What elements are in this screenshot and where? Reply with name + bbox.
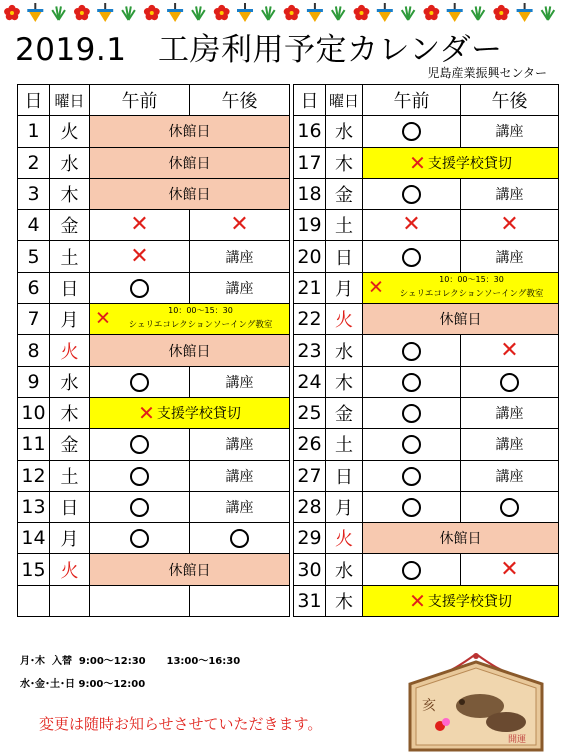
- unavailable-icon: ✕: [130, 243, 149, 269]
- closed-day-cell: [90, 554, 290, 585]
- ema-zodiac-text: 亥: [422, 698, 436, 714]
- hours-line-2: 水･金･土･日 9:00～12:00: [20, 679, 146, 690]
- weekday: 土: [50, 241, 90, 272]
- calendar-row: [294, 178, 559, 209]
- unavailable-cell: [461, 210, 559, 241]
- weekday: 木: [326, 366, 363, 397]
- available-cell: [90, 491, 190, 522]
- weekday: 日: [326, 460, 363, 491]
- available-circle-icon: [402, 341, 421, 360]
- weekday: 水: [326, 554, 363, 585]
- closed-day-cell: [90, 335, 290, 366]
- weekday: 日: [326, 241, 363, 272]
- calendar-row: [18, 241, 290, 272]
- calendar-header-row: [294, 85, 559, 116]
- closed-label: 休館日: [168, 343, 211, 360]
- available-circle-icon: [130, 434, 149, 453]
- day-number: 6: [18, 272, 50, 303]
- available-circle-icon: [130, 497, 149, 516]
- calendar-row: [294, 523, 559, 554]
- unavailable-icon: ✕: [500, 556, 519, 582]
- spinning-top-icon: [447, 3, 463, 22]
- header-day: 日: [18, 85, 50, 116]
- calendar-row: [294, 429, 559, 460]
- day-number: 5: [18, 241, 50, 272]
- ema-blessing-text: 開運: [508, 735, 527, 745]
- weekday: 火: [50, 554, 90, 585]
- available-circle-icon: [402, 372, 421, 391]
- available-cell: [90, 429, 190, 460]
- available-cell: [90, 460, 190, 491]
- header-weekday: 曜日: [50, 85, 90, 116]
- available-cell: [363, 554, 461, 585]
- header-afternoon: 午後: [461, 85, 559, 116]
- day-number: 16: [294, 116, 326, 147]
- available-cell: [363, 491, 461, 522]
- day-number: 7: [18, 304, 50, 335]
- weekday: 木: [326, 147, 363, 178]
- available-cell: [363, 429, 461, 460]
- weekday: 日: [50, 491, 90, 522]
- header-weekday: 曜日: [326, 85, 363, 116]
- header-afternoon: 午後: [190, 85, 290, 116]
- available-circle-icon: [230, 528, 249, 547]
- event-cell: [363, 272, 559, 303]
- calendar-row: [294, 397, 559, 428]
- pine-sprig-icon: [122, 6, 135, 20]
- plum-blossom-icon: [424, 5, 440, 20]
- available-cell: [363, 335, 461, 366]
- closed-day-cell: [363, 304, 559, 335]
- day-number: 1: [18, 116, 50, 147]
- unavailable-cell: [90, 210, 190, 241]
- hours-line-1: 月･木 入替 9:00～12:30 13:00～16:30: [20, 656, 241, 667]
- available-circle-icon: [130, 278, 149, 297]
- plum-blossom-icon: [74, 5, 90, 20]
- calendar-row: [294, 460, 559, 491]
- calendar-row: [294, 554, 559, 585]
- day-number: 2: [18, 147, 50, 178]
- closed-day-cell: [90, 116, 290, 147]
- day-number: 26: [294, 429, 326, 460]
- available-cell: [363, 366, 461, 397]
- empty-cell: [90, 585, 190, 616]
- plum-blossom-icon: [493, 5, 509, 20]
- calendar-header-row: [18, 85, 290, 116]
- day-number: 29: [294, 523, 326, 554]
- day-number: 19: [294, 210, 326, 241]
- event-name: シェリエコレクションソーイング教室: [128, 320, 273, 331]
- calendar-row: [18, 335, 290, 366]
- unavailable-icon: ✕: [230, 212, 249, 238]
- weekday: 金: [50, 429, 90, 460]
- weekday: 水: [326, 335, 363, 366]
- weekday: 土: [326, 210, 363, 241]
- available-cell: [90, 366, 190, 397]
- unavailable-cell: [363, 210, 461, 241]
- lecture-cell: 講座: [190, 272, 290, 303]
- pine-sprig-icon: [262, 6, 275, 20]
- plum-blossom-icon: [284, 5, 300, 20]
- ema-plaque-icon: [402, 650, 550, 752]
- calendar-row: [18, 272, 290, 303]
- event-name: シェリエコレクションソーイング教室: [399, 289, 544, 300]
- closed-label: 休館日: [168, 187, 211, 204]
- lecture-cell: 講座: [461, 397, 559, 428]
- available-circle-icon: [130, 466, 149, 485]
- weekday: 金: [326, 397, 363, 428]
- day-number: 11: [18, 429, 50, 460]
- day-number: 12: [18, 460, 50, 491]
- day-number: 18: [294, 178, 326, 209]
- available-circle-icon: [500, 497, 519, 516]
- available-cell: [363, 241, 461, 272]
- day-number: 17: [294, 147, 326, 178]
- rental-cell: [363, 147, 559, 178]
- weekday: 月: [326, 272, 363, 303]
- organization-name: 児島産業振興センター: [427, 66, 547, 80]
- calendar-row: [18, 397, 290, 428]
- weekday: 金: [50, 210, 90, 241]
- day-number: 14: [18, 523, 50, 554]
- weekday: 土: [326, 429, 363, 460]
- closed-label: 休館日: [439, 531, 482, 548]
- weekday: 水: [50, 147, 90, 178]
- change-notice: 変更は随時お知らせさせていただきます。: [39, 715, 323, 733]
- closed-label: 休館日: [168, 124, 211, 141]
- calendar-row: [294, 304, 559, 335]
- available-cell: [363, 460, 461, 491]
- calendar-row: [294, 491, 559, 522]
- unavailable-icon: ✕: [368, 276, 384, 299]
- available-circle-icon: [402, 121, 421, 140]
- unavailable-cell: [461, 335, 559, 366]
- calendar-row: [18, 491, 290, 522]
- lecture-cell: 講座: [190, 241, 290, 272]
- event-cell: [90, 304, 290, 335]
- weekday: 水: [50, 366, 90, 397]
- event-time: 10：00～15：30: [168, 306, 233, 316]
- lecture-cell: 講座: [461, 178, 559, 209]
- page-title: 2019.1 工房利用予定カレンダー: [15, 32, 503, 68]
- day-number: 28: [294, 491, 326, 522]
- plum-blossom-icon: [4, 5, 20, 20]
- header-day: 日: [294, 85, 326, 116]
- calendar-row: [18, 147, 290, 178]
- lecture-cell: 講座: [190, 460, 290, 491]
- available-circle-icon: [130, 528, 149, 547]
- spinning-top-icon: [97, 3, 113, 22]
- pine-sprig-icon: [192, 6, 205, 20]
- unavailable-icon: ✕: [409, 150, 426, 175]
- day-number: 10: [18, 397, 50, 428]
- closed-day-cell: [90, 178, 290, 209]
- available-cell: [363, 116, 461, 147]
- calendar-row: [294, 335, 559, 366]
- calendar-row: [18, 554, 290, 585]
- unavailable-icon: ✕: [138, 401, 155, 426]
- day-number: 21: [294, 272, 326, 303]
- weekday: [50, 585, 90, 616]
- lecture-cell: 講座: [190, 491, 290, 522]
- available-circle-icon: [130, 372, 149, 391]
- pine-sprig-icon: [472, 6, 485, 20]
- unavailable-icon: ✕: [402, 212, 421, 238]
- calendar-row: [18, 178, 290, 209]
- unavailable-icon: ✕: [130, 212, 149, 238]
- calendar-row: [18, 460, 290, 491]
- available-circle-icon: [402, 184, 421, 203]
- available-circle-icon: [500, 372, 519, 391]
- new-year-decoration-border: [0, 0, 565, 26]
- unavailable-icon: ✕: [95, 307, 111, 330]
- day-number: 31: [294, 585, 326, 616]
- available-circle-icon: [402, 434, 421, 453]
- weekday: 火: [326, 304, 363, 335]
- header-morning: 午前: [363, 85, 461, 116]
- available-cell: [461, 491, 559, 522]
- day-number: 13: [18, 491, 50, 522]
- weekday: 火: [50, 335, 90, 366]
- calendar-row: [294, 116, 559, 147]
- available-cell: [461, 366, 559, 397]
- available-cell: [363, 397, 461, 428]
- weekday: 月: [50, 523, 90, 554]
- lecture-cell: 講座: [461, 241, 559, 272]
- weekday: 木: [50, 178, 90, 209]
- calendar-row: [18, 210, 290, 241]
- spinning-top-icon: [27, 3, 43, 22]
- day-number: [18, 585, 50, 616]
- spinning-top-icon: [307, 3, 323, 22]
- plum-blossom-icon: [354, 5, 370, 20]
- calendar-row: [294, 147, 559, 178]
- day-number: 3: [18, 178, 50, 209]
- available-circle-icon: [402, 403, 421, 422]
- calendar-table-right: [293, 84, 559, 617]
- pine-sprig-icon: [332, 6, 345, 20]
- available-circle-icon: [402, 247, 421, 266]
- available-cell: [90, 523, 190, 554]
- calendar-row: [294, 210, 559, 241]
- day-number: 25: [294, 397, 326, 428]
- spinning-top-icon: [167, 3, 183, 22]
- day-number: 27: [294, 460, 326, 491]
- day-number: 15: [18, 554, 50, 585]
- calendar-row: [294, 241, 559, 272]
- unavailable-icon: ✕: [500, 337, 519, 363]
- unavailable-icon: ✕: [500, 212, 519, 238]
- spinning-top-icon: [377, 3, 393, 22]
- weekday: 火: [50, 116, 90, 147]
- calendar-table-left: [17, 84, 290, 617]
- calendar-row: [294, 585, 559, 616]
- rental-cell: [363, 585, 559, 616]
- pine-sprig-icon: [52, 6, 65, 20]
- calendar-row: [18, 429, 290, 460]
- rental-label: 支援学校貸切: [156, 406, 241, 423]
- calendar-row: [18, 585, 290, 616]
- closed-day-cell: [363, 523, 559, 554]
- available-circle-icon: [402, 466, 421, 485]
- pine-sprig-icon: [542, 6, 555, 20]
- empty-cell: [190, 585, 290, 616]
- weekday: 木: [50, 397, 90, 428]
- weekday: 水: [326, 116, 363, 147]
- weekday: 木: [326, 585, 363, 616]
- unavailable-icon: ✕: [409, 588, 426, 613]
- available-circle-icon: [402, 560, 421, 579]
- day-number: 20: [294, 241, 326, 272]
- available-cell: [90, 272, 190, 303]
- closed-day-cell: [90, 147, 290, 178]
- closed-label: 休館日: [439, 312, 482, 329]
- weekday: 火: [326, 523, 363, 554]
- weekday: 金: [326, 178, 363, 209]
- closed-label: 休館日: [168, 155, 211, 172]
- unavailable-cell: [90, 241, 190, 272]
- day-number: 4: [18, 210, 50, 241]
- header-morning: 午前: [90, 85, 190, 116]
- calendar-row: [18, 116, 290, 147]
- calendar-row: [18, 523, 290, 554]
- calendar-row: [294, 366, 559, 397]
- calendar-row: [18, 304, 290, 335]
- available-circle-icon: [402, 497, 421, 516]
- pine-sprig-icon: [402, 6, 415, 20]
- calendar-row: [18, 366, 290, 397]
- day-number: 9: [18, 366, 50, 397]
- rental-label: 支援学校貸切: [427, 593, 512, 610]
- plum-blossom-icon: [214, 5, 230, 20]
- lecture-cell: 講座: [461, 460, 559, 491]
- rental-cell: [90, 397, 290, 428]
- lecture-cell: 講座: [461, 116, 559, 147]
- weekday: 月: [326, 491, 363, 522]
- weekday: 月: [50, 304, 90, 335]
- weekday: 日: [50, 272, 90, 303]
- day-number: 23: [294, 335, 326, 366]
- available-cell: [363, 178, 461, 209]
- lecture-cell: 講座: [461, 429, 559, 460]
- day-number: 24: [294, 366, 326, 397]
- unavailable-cell: [461, 554, 559, 585]
- lecture-cell: 講座: [190, 429, 290, 460]
- rental-label: 支援学校貸切: [427, 155, 512, 172]
- event-time: 10：00～15：30: [439, 274, 504, 284]
- closed-label: 休館日: [168, 562, 211, 579]
- weekday: 土: [50, 460, 90, 491]
- plum-blossom-icon: [144, 5, 160, 20]
- unavailable-cell: [190, 210, 290, 241]
- available-cell: [190, 523, 290, 554]
- day-number: 8: [18, 335, 50, 366]
- spinning-top-icon: [517, 3, 533, 22]
- calendar-row: [294, 272, 559, 303]
- spinning-top-icon: [237, 3, 253, 22]
- day-number: 30: [294, 554, 326, 585]
- lecture-cell: 講座: [190, 366, 290, 397]
- day-number: 22: [294, 304, 326, 335]
